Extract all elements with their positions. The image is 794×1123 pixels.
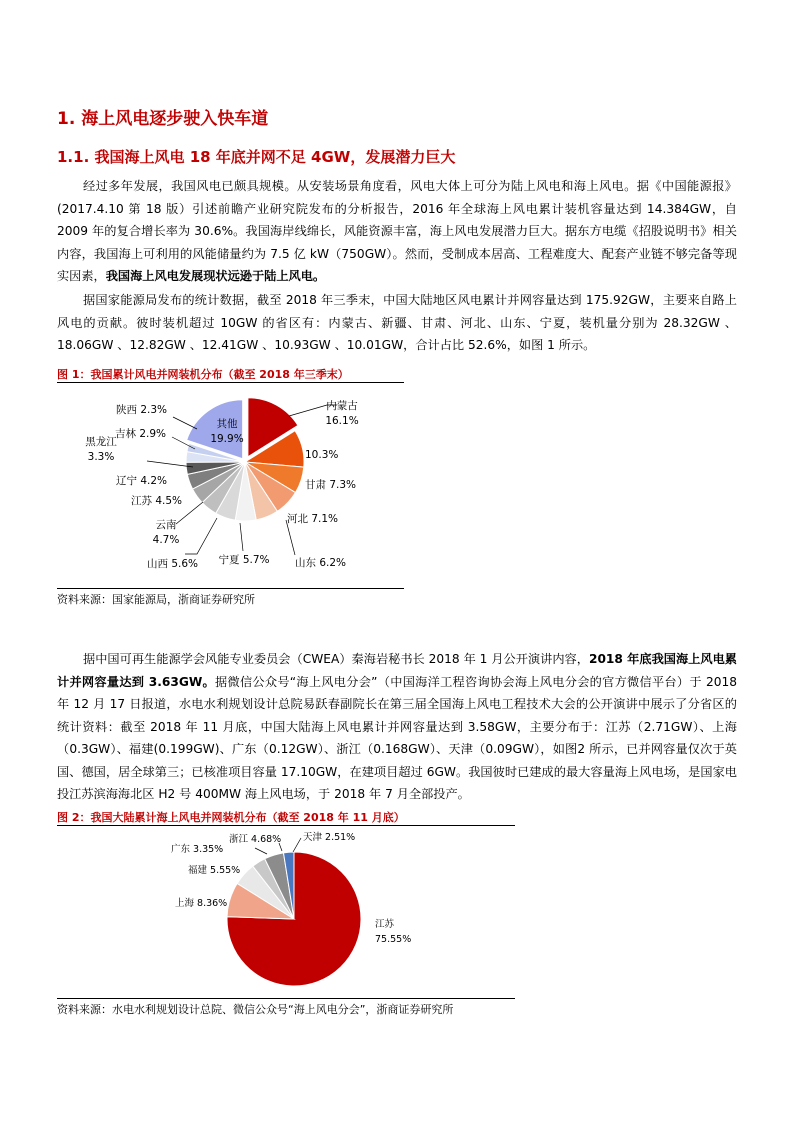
slice-label-3: 广东 3.35% [171,844,224,855]
slice-label-5: 天津 2.51% [303,832,356,843]
paragraph-3-text-c: 据微信公众号“海上风电分会”（中国海洋工程咨询协会海上风电分会的官方微信平台）于 2018 年 12 月 17 日报道，水电水利规划设计总院易跃春副院长在第三届全国海上风电工程技术大会的公开演讲中展示了分省区的统计资料：截至 2018 年 11 月底，中国大陆海上风电累计并网容量达到 3.58GW，主要分布于：江苏（2.71GW）、上海（0.3GW）、福建(0.199GW)、广东（0.12GW）、浙江（0.168GW）、天津（0.09GW），如图2 所示，已并网容量仅次于英国、德国，居全球第三；已核准项目容量 17.10GW，在建项目超过 6GW。我国彼时已建成的最大容量海上风电场，是国家电投江苏滨海海北区 H2 号 400MW 海上风电场，于 2018 年 7 月全部投产。 [57,674,737,801]
slice-label-0-0: 内蒙古 [326,400,358,412]
slice-label-0-1: 75.55% [375,934,412,945]
slice-label-12: 陕西 2.3% [116,404,168,416]
paragraph-2: 据国家能源局发布的统计数据，截至 2018 年三季末，中国大陆地区风电累计并网容量达到 175.92GW，主要来自路上风电的贡献。彼时装机超过 10GW 的省区有：内蒙古、新疆、甘肃、河北、山东、宁夏，装机量分别为 28.32GW 、18.06GW 、12.82GW 、12.41GW 、10.93GW 、10.01GW，合计占比 52.6%，如图 1 所示。 [57,293,737,352]
slice-label-6: 山西 5.6% [147,558,199,570]
figure-1-caption: 图 1：我国累计风电并网装机分布（截至 2018 年三季末） [57,368,349,381]
slice-label-8: 江苏 4.5% [131,495,183,507]
leader-line-2 [240,523,243,551]
figure-1-pie-chart [57,383,407,588]
paragraph-3-bold: 2018 年底我国海上风电累计并网容量达到 3.63GW。 [57,652,737,689]
figure-2-pie-chart [57,826,515,998]
slice-label-3: 河北 7.1% [287,513,339,525]
slice-label-7-1: 4.7% [152,534,180,546]
slice-label-10-0: 黑龙江 [85,436,117,448]
leader-line-1 [286,520,295,555]
slice-label-0-0: 江苏 [375,919,395,930]
slice-label-4: 浙江 4.68% [229,834,282,845]
paragraph-3 [57,648,737,806]
leader-line-0 [255,848,267,854]
slice-label-2: 福建 5.55% [188,865,241,876]
slice-label-5: 宁夏 5.7% [218,554,270,566]
slice-label-1: 10.3% [305,449,339,461]
slice-label-13-1: 19.9% [210,433,244,445]
section-heading: 1. 海上风电逐步驶入快车道 [57,109,269,129]
slice-label-11: 吉林 2.9% [115,428,167,440]
figure-2-caption: 图 2：我国大陆累计海上风电并网装机分布（截至 2018 年 11 月底） [57,811,405,824]
leader-line-2 [293,838,301,852]
slice-label-0-1: 16.1% [325,415,359,427]
subsection-heading: 1.1. 我国海上风电 18 年底并网不足 4GW，发展潜力巨大 [57,148,456,166]
paragraph-1 [57,175,737,288]
figure-1-source: 资料来源：国家能源局，浙商证券研究所 [57,593,255,606]
slice-label-7-0: 云南 [155,519,177,531]
paragraph-3-text-a: 据中国可再生能源学会风能专业委员会（CWEA）秦海岩秘书长 2018 年 1 月公开演讲内容， [83,652,589,666]
slice-label-13-0: 其他 [216,418,238,430]
paragraph-1-bold: 我国海上风电发展现状远逊于陆上风电。 [105,269,326,283]
slice-label-2: 甘肃 7.3% [305,479,357,491]
slice-label-10-1: 3.3% [87,451,115,463]
leader-line-7 [173,417,197,429]
figure-2-bottom-rule [57,998,515,999]
paragraph-1-text: 经过多年发展，我国风电已颇具规模。从安装场景角度看，风电大体上可分为陆上风电和海上风电。据《中国能源报》(2017.4.10 第 18 版）引述前瞻产业研究院发布的分析报告，2016 年全球海上风电累计装机容量达到 14.384GW，自 2009 年的复合增长率为 30.6%。我国海岸线绵长，风能资源丰富，海上风电发展潜力巨大。据东方电缆《招股说明书》相关内容，我国海上可利用的风能储量约为 7.5 亿 kW（750GW）。然而，受制成本居高、工程难度大、配套产业链不够完备等现实因素， [57,179,737,283]
leader-line-3 [185,518,217,554]
slice-label-1: 上海 8.36% [175,898,228,909]
figure-1-bottom-rule [57,588,404,589]
figure-2-source: 资料来源：水电水利规划设计总院、微信公众号“海上风电分会”，浙商证券研究所 [57,1003,454,1016]
slice-label-9: 辽宁 4.2% [116,475,168,487]
slice-label-4: 山东 6.2% [295,557,347,569]
